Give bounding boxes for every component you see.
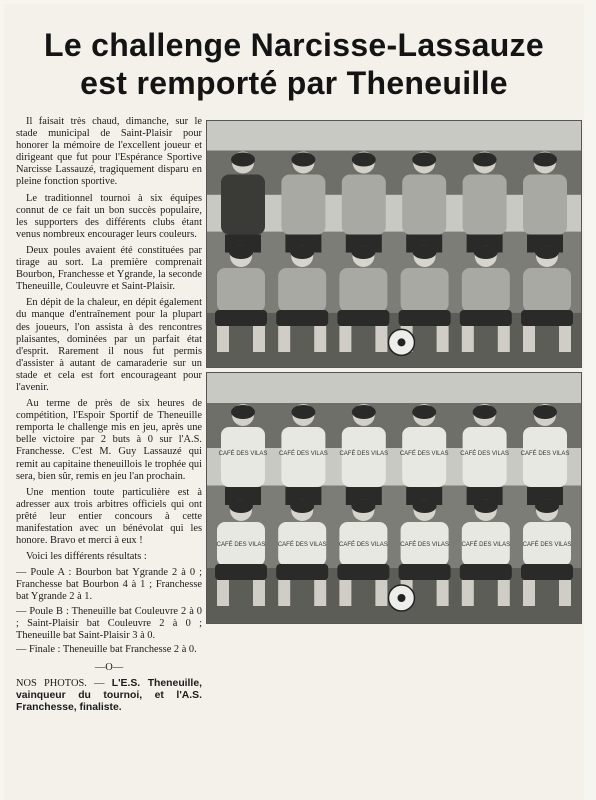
article-paragraph: Au terme de près de six heures de compétition, l'Espoir Sportif de Theneuille remporta le challenge mis en jeu, après une belle victoire par 2 buts à 0 sur l'A.S. Franchesse. C'est M. Guy Lassauzé qui remit au capitaine theneuillois le trophée qui sera, bien sûr, remis en jeu l'an prochain. [16, 398, 202, 482]
result-line: — Poule B : Theneuille bat Couleuvre 2 à 0 ; Saint-Plaisir bat Couleuvre 2 à 0 ; Theneuille bat Saint-Plaisir 3 à 0. [16, 605, 202, 641]
headline-line-2: est remporté par Theneuille [80, 65, 508, 101]
team-photo-theneuille [206, 120, 582, 368]
result-line: — Poule A : Bourbon bat Ygrande 2 à 0 ; Franchesse bat Bourbon 4 à 1 ; Franchesse bat Ygrande 2 à 1. [16, 567, 202, 603]
photo-caption [16, 678, 202, 714]
newspaper-clipping [4, 4, 584, 800]
svg-text:CAFÉ DES VILAS: CAFÉ DES VILAS [218, 451, 268, 457]
article-paragraph: Le traditionnel tournoi à six équipes connut de ce fait un bon succès populaire, les supporters des différents clubs étant venus nombreux encourager leurs couleurs. [16, 192, 202, 240]
article-paragraph: Voici les différents résultats : [26, 551, 147, 563]
caption-text: L'E.S. Theneuille, vainqueur du tournoi, et l'A.S. Franchesse, finaliste. [16, 678, 202, 714]
separator: —O— [94, 661, 124, 673]
article-paragraph: Deux poules avaient été constituées par tirage au sort. La première comprenait Bourbon, Franchesse et Ygrande, la seconde Theneuille, Couleuvre et Saint-Plaisir. [16, 244, 202, 293]
svg-text:CAFÉ DES VILAS: CAFÉ DES VILAS [400, 542, 449, 548]
football [388, 585, 414, 611]
svg-text:CAFÉ DES VILAS: CAFÉ DES VILAS [399, 451, 449, 457]
caption-label: NOS PHOTOS. — [16, 678, 105, 690]
svg-text:CAFÉ DES VILAS: CAFÉ DES VILAS [522, 542, 572, 548]
svg-text:CAFÉ DES VILAS: CAFÉ DES VILAS [461, 542, 511, 548]
svg-text:CAFÉ DES VILAS: CAFÉ DES VILAS [339, 542, 388, 548]
team-photo-franchesse-image [207, 373, 581, 623]
svg-text:CAFÉ DES VILAS: CAFÉ DES VILAS [339, 451, 389, 457]
headline-line-1: Le challenge Narcisse-Lassauze [44, 27, 544, 63]
svg-text:CAFÉ DES VILAS: CAFÉ DES VILAS [279, 451, 328, 457]
team-photo-theneuille-image [207, 121, 581, 367]
result-line: — Finale : Theneuille bat Franchesse 2 à 0. [16, 643, 197, 655]
svg-text:CAFÉ DES VILAS: CAFÉ DES VILAS [460, 451, 509, 457]
svg-text:CAFÉ DES VILAS: CAFÉ DES VILAS [216, 542, 266, 548]
football [388, 329, 414, 355]
article-paragraph: En dépit de la chaleur, en dépit également du manque d'entraînement pour la plupart des joueurs, l'on assista à des rencontres plaisantes, dominées par un parfait état d'esprit. Rarement il nous fut permis d'assister à autant de camaraderie sur un stade et cela est fort encourageant pour l'avenir. [16, 297, 202, 393]
svg-text:CAFÉ DES VILAS: CAFÉ DES VILAS [520, 451, 570, 457]
headline [4, 26, 584, 102]
article-paragraph: Une mention toute particulière est à adresser aux trois arbitres officiels qui ont prêté leur entier concours à cette manifestation avec un bénévolat qui les honore. Bravo et merci à eux ! [16, 486, 202, 547]
article-body [16, 116, 202, 718]
team-photo-franchesse [206, 372, 582, 624]
svg-text:CAFÉ DES VILAS: CAFÉ DES VILAS [277, 542, 327, 548]
article-paragraph: Il faisait très chaud, dimanche, sur le stade municipal de Saint-Plaisir pour honorer la mémoire de l'excellent joueur et dirigeant que fut pour l'Espérance Sportive Narcisse Lassauzé, tragiquement disparu en pleine fonction sportive. [16, 116, 202, 188]
